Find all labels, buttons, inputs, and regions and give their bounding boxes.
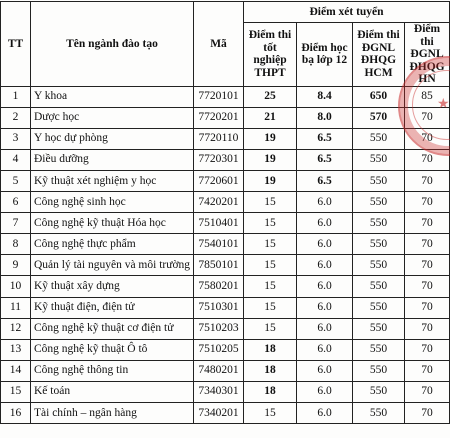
table-row xyxy=(1,255,450,276)
dgnl-hn-score-cell: 70 xyxy=(405,360,450,381)
dgnl-hn-score-cell: 70 xyxy=(405,403,450,424)
thpt-score-cell: 19 xyxy=(244,170,297,191)
dgnl-hcm-score-cell: 550 xyxy=(353,234,405,255)
major-code-cell: 7580201 xyxy=(194,276,244,297)
hocba-score-cell: 6.0 xyxy=(297,339,353,360)
row-number: 3 xyxy=(1,128,31,149)
header-dgnl-hn: Điểm thi ĐGNL ĐHQG HN xyxy=(405,23,450,87)
dgnl-hcm-score-cell: 550 xyxy=(353,192,405,213)
table-row xyxy=(1,297,450,318)
major-code-cell: 7720201 xyxy=(194,107,244,128)
thpt-score-cell: 18 xyxy=(244,360,297,381)
dgnl-hcm-score-cell: 550 xyxy=(353,297,405,318)
dgnl-hcm-score-cell: 550 xyxy=(353,213,405,234)
row-number: 7 xyxy=(1,213,31,234)
header-hocba: Điểm học bạ lớp 12 xyxy=(297,23,353,87)
header-tt: TT xyxy=(1,2,31,87)
dgnl-hcm-score-cell: 570 xyxy=(353,107,405,128)
dgnl-hn-score-cell: 70 xyxy=(405,192,450,213)
table-row xyxy=(1,381,450,402)
row-number: 8 xyxy=(1,234,31,255)
hocba-score-cell: 6.0 xyxy=(297,192,353,213)
major-code-cell: 7420201 xyxy=(194,192,244,213)
hocba-score-cell: 6.0 xyxy=(297,234,353,255)
thpt-score-cell: 18 xyxy=(244,339,297,360)
major-name-cell: Y học dự phòng xyxy=(31,128,194,149)
dgnl-hcm-score-cell: 550 xyxy=(353,339,405,360)
thpt-score-cell: 18 xyxy=(244,381,297,402)
table-row xyxy=(1,86,450,107)
dgnl-hcm-score-cell: 550 xyxy=(353,255,405,276)
major-code-cell: 7340301 xyxy=(194,381,244,402)
hocba-score-cell: 8.0 xyxy=(297,107,353,128)
hocba-score-cell: 6.0 xyxy=(297,403,353,424)
thpt-score-cell: 19 xyxy=(244,128,297,149)
major-name-cell: Công nghệ kỹ thuật Hóa học xyxy=(31,213,194,234)
row-number: 4 xyxy=(1,149,31,170)
thpt-score-cell: 15 xyxy=(244,403,297,424)
major-name-cell: Công nghệ kỹ thuật cơ điện tử xyxy=(31,318,194,339)
dgnl-hcm-score-cell: 550 xyxy=(353,170,405,191)
major-code-cell: 7720110 xyxy=(194,128,244,149)
row-number: 14 xyxy=(1,360,31,381)
dgnl-hn-score-cell: 70 xyxy=(405,213,450,234)
row-number: 13 xyxy=(1,339,31,360)
dgnl-hcm-score-cell: 550 xyxy=(353,318,405,339)
row-number: 15 xyxy=(1,381,31,402)
thpt-score-cell: 15 xyxy=(244,255,297,276)
row-number: 9 xyxy=(1,255,31,276)
dgnl-hcm-score-cell: 550 xyxy=(353,360,405,381)
thpt-score-cell: 21 xyxy=(244,107,297,128)
major-code-cell: 7340201 xyxy=(194,403,244,424)
row-number: 12 xyxy=(1,318,31,339)
dgnl-hn-score-cell: 70 xyxy=(405,170,450,191)
dgnl-hn-score-cell: 70 xyxy=(405,128,450,149)
dgnl-hn-score-cell: 70 xyxy=(405,297,450,318)
dgnl-hn-score-cell: 70 xyxy=(405,276,450,297)
table-row xyxy=(1,128,450,149)
admission-score-table xyxy=(0,1,450,424)
row-number: 10 xyxy=(1,276,31,297)
table-row xyxy=(1,149,450,170)
dgnl-hcm-score-cell: 550 xyxy=(353,381,405,402)
thpt-score-cell: 15 xyxy=(244,318,297,339)
major-code-cell: 7510205 xyxy=(194,339,244,360)
row-number: 16 xyxy=(1,403,31,424)
dgnl-hn-score-cell: 85 xyxy=(405,86,450,107)
dgnl-hcm-score-cell: 550 xyxy=(353,403,405,424)
table-body xyxy=(1,86,450,424)
header-thpt: Điểm thi tốt nghiệp THPT xyxy=(244,23,297,87)
table-row xyxy=(1,192,450,213)
major-name-cell: Công nghệ sinh học xyxy=(31,192,194,213)
major-code-cell: 7510203 xyxy=(194,318,244,339)
thpt-score-cell: 25 xyxy=(244,86,297,107)
major-name-cell: Điều dưỡng xyxy=(31,149,194,170)
hocba-score-cell: 6.5 xyxy=(297,128,353,149)
row-number: 11 xyxy=(1,297,31,318)
dgnl-hcm-score-cell: 550 xyxy=(353,128,405,149)
seal-star-icon: ★ xyxy=(437,96,450,112)
major-name-cell: Tài chính – ngân hàng xyxy=(31,403,194,424)
table-row xyxy=(1,213,450,234)
major-code-cell: 7540101 xyxy=(194,234,244,255)
table-row xyxy=(1,403,450,424)
table-row xyxy=(1,360,450,381)
thpt-score-cell: 15 xyxy=(244,297,297,318)
dgnl-hcm-score-cell: 550 xyxy=(353,149,405,170)
dgnl-hn-score-cell: 70 xyxy=(405,234,450,255)
hocba-score-cell: 6.0 xyxy=(297,255,353,276)
thpt-score-cell: 15 xyxy=(244,192,297,213)
row-number: 1 xyxy=(1,86,31,107)
thpt-score-cell: 15 xyxy=(244,276,297,297)
major-code-cell: 7510301 xyxy=(194,297,244,318)
hocba-score-cell: 6.5 xyxy=(297,170,353,191)
major-name-cell: Kỹ thuật xây dựng xyxy=(31,276,194,297)
dgnl-hn-score-cell: 70 xyxy=(405,107,450,128)
table-row xyxy=(1,107,450,128)
hocba-score-cell: 6.0 xyxy=(297,381,353,402)
hocba-score-cell: 6.0 xyxy=(297,297,353,318)
major-name-cell: Kỹ thuật xét nghiệm y học xyxy=(31,170,194,191)
thpt-score-cell: 15 xyxy=(244,213,297,234)
hocba-score-cell: 6.0 xyxy=(297,276,353,297)
dgnl-hn-score-cell: 70 xyxy=(405,255,450,276)
dgnl-hcm-score-cell: 650 xyxy=(353,86,405,107)
major-name-cell: Quản lý tài nguyên và môi trường xyxy=(31,255,194,276)
table-row xyxy=(1,339,450,360)
hocba-score-cell: 6.0 xyxy=(297,360,353,381)
row-number: 2 xyxy=(1,107,31,128)
major-code-cell: 7720301 xyxy=(194,149,244,170)
major-name-cell: Kế toán xyxy=(31,381,194,402)
header-dgnl-hcm: Điểm thi ĐGNL ĐHQG HCM xyxy=(353,23,405,87)
thpt-score-cell: 15 xyxy=(244,234,297,255)
major-code-cell: 7480201 xyxy=(194,360,244,381)
table-row xyxy=(1,276,450,297)
hocba-score-cell: 6.5 xyxy=(297,149,353,170)
hocba-score-cell: 6.0 xyxy=(297,213,353,234)
row-number: 5 xyxy=(1,170,31,191)
major-name-cell: Công nghệ kỹ thuật Ô tô xyxy=(31,339,194,360)
hocba-score-cell: 6.0 xyxy=(297,318,353,339)
major-code-cell: 7510401 xyxy=(194,213,244,234)
row-number: 6 xyxy=(1,192,31,213)
major-code-cell: 7720601 xyxy=(194,170,244,191)
dgnl-hn-score-cell: 70 xyxy=(405,381,450,402)
dgnl-hcm-score-cell: 550 xyxy=(353,276,405,297)
dgnl-hn-score-cell: 70 xyxy=(405,318,450,339)
header-code: Mã xyxy=(194,2,244,87)
table-row xyxy=(1,234,450,255)
dgnl-hn-score-cell: 70 xyxy=(405,149,450,170)
major-name-cell: Công nghệ thông tin xyxy=(31,360,194,381)
table-row xyxy=(1,318,450,339)
major-name-cell: Công nghệ thực phẩm xyxy=(31,234,194,255)
major-name-cell: Kỹ thuật điện, điện tử xyxy=(31,297,194,318)
major-code-cell: 7720101 xyxy=(194,86,244,107)
thpt-score-cell: 19 xyxy=(244,149,297,170)
table-row xyxy=(1,170,450,191)
major-name-cell: Y khoa xyxy=(31,86,194,107)
major-name-cell: Dược học xyxy=(31,107,194,128)
hocba-score-cell: 8.4 xyxy=(297,86,353,107)
dgnl-hn-score-cell: 70 xyxy=(405,339,450,360)
header-score-group: Điểm xét tuyển xyxy=(244,2,450,23)
major-code-cell: 7850101 xyxy=(194,255,244,276)
header-major-name: Tên ngành đào tạo xyxy=(31,2,194,87)
